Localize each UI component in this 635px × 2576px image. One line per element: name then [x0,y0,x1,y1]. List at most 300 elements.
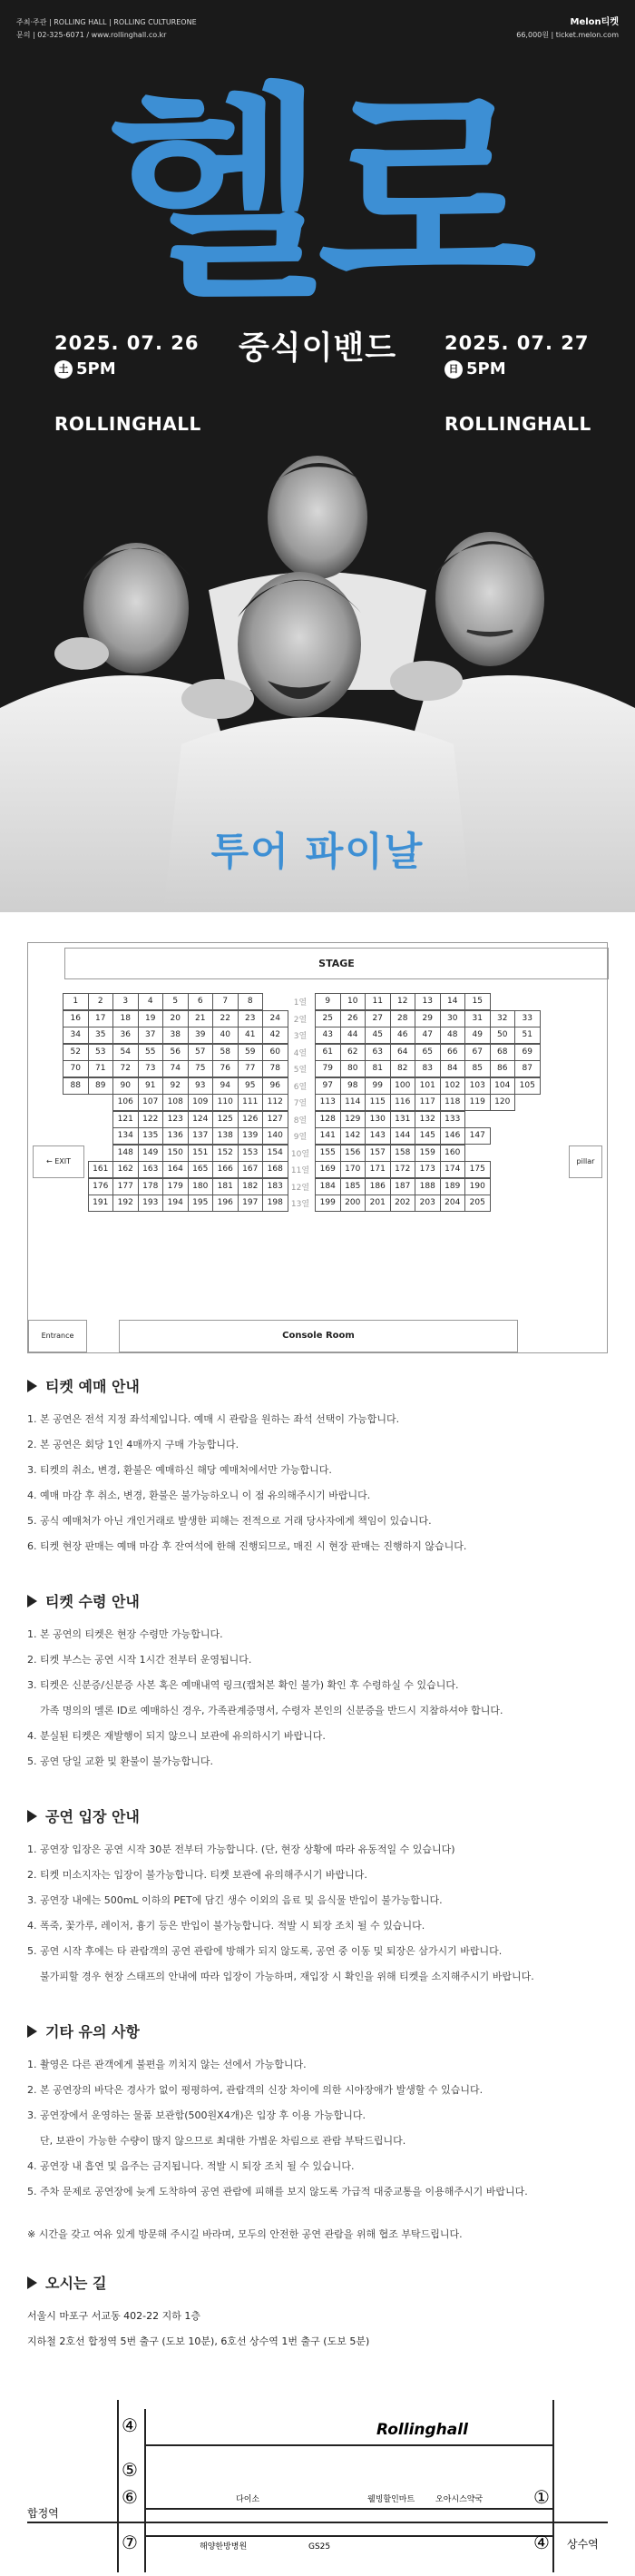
map-hapjeong: 합정역 [27,2507,59,2520]
seat: 24 [262,1010,288,1027]
seat: 178 [138,1178,164,1195]
list-item: 단, 보관이 가능한 수량이 많지 않으므로 최대한 가볍운 차림으로 관람 부탁드립니다. [40,2135,406,2147]
seat: 31 [464,1010,491,1027]
contact-line: 문의 | 02-325-6071 / www.rollinghall.co.kr [16,31,167,39]
seat: 132 [415,1111,441,1128]
seat: 171 [365,1161,391,1178]
seat: 39 [188,1027,214,1044]
seat: 42 [262,1027,288,1044]
seat: 9 [315,993,341,1010]
seat: 172 [390,1161,416,1178]
seat: 66 [440,1044,466,1061]
seat: 156 [340,1145,366,1162]
seat: 194 [162,1195,189,1212]
seat: 173 [415,1161,441,1178]
seat: 60 [262,1044,288,1061]
tour-final-subtitle: 투어 파이날 [210,830,425,875]
seat: 118 [440,1094,466,1111]
row-label: 4열 [293,1048,308,1058]
seat: 196 [212,1195,239,1212]
seat: 121 [112,1111,139,1128]
seat: 170 [340,1161,366,1178]
seat: 117 [415,1094,441,1111]
seat: 180 [188,1178,214,1195]
list-item: 3. 공연장 내에는 500mL 이하의 PET에 담긴 생수 이외의 음료 및 음식물 반입이 불가능합니다. [27,1894,443,1906]
map-sangsu: 상수역 [567,2538,599,2551]
seat: 200 [340,1195,366,1212]
pickup-title: 티켓 수령 안내 [45,1593,140,1610]
seat: 12 [390,993,416,1010]
seat: 45 [365,1027,391,1044]
seat: 23 [238,1010,264,1027]
seat: 111 [238,1094,264,1111]
row-label: 10열 [290,1149,310,1159]
seat: 33 [514,1010,541,1027]
seat: 14 [440,993,466,1010]
seat: 21 [188,1010,214,1027]
seat: 113 [315,1094,341,1111]
seat-row-right [315,1145,464,1162]
seat: 38 [162,1027,189,1044]
seat: 136 [162,1127,189,1145]
seat: 135 [138,1127,164,1145]
seat: 148 [112,1145,139,1162]
seat: 187 [390,1178,416,1195]
seat: 7 [212,993,239,1010]
seat: 80 [340,1060,366,1077]
seat: 186 [365,1178,391,1195]
seat: 67 [464,1044,491,1061]
seat: 78 [262,1060,288,1077]
ticket-info: 66,000원 | ticket.melon.com [516,31,619,39]
entry-heading [27,1805,608,1826]
seat-row-right [315,1161,490,1178]
seat: 56 [162,1044,189,1061]
seat: 130 [365,1111,391,1128]
seat: 29 [415,1010,441,1027]
seat: 90 [112,1077,139,1095]
list-item: 2. 티켓 미소지자는 입장이 불가능합니다. 티켓 보관에 유의해주시기 바랍니다. [27,1869,367,1881]
seat: 101 [415,1077,441,1095]
stage: STAGE [64,948,609,979]
seat: 15 [464,993,491,1010]
poster-credits [16,16,197,42]
seat: 150 [162,1145,189,1162]
list-item: 4. 폭죽, 꽃가루, 레이저, 흉기 등은 반입이 불가능합니다. 적발 시 퇴장 조치 될 수 있습니다. [27,1920,425,1932]
seat: 167 [238,1161,264,1178]
seat: 58 [212,1044,239,1061]
seat: 84 [440,1060,466,1077]
seat: 147 [464,1127,491,1145]
row-label: 5열 [293,1066,308,1075]
seat: 126 [238,1111,264,1128]
seat-row-left [63,1077,288,1095]
row-label: 7열 [293,1099,308,1108]
map-gs25: GS25 [308,2542,331,2551]
list-item: 1. 본 공연은 전석 지정 좌석제입니다. 예매 시 관람을 원하는 좌석 선택이 가능합니다. [27,1413,400,1425]
seat: 125 [212,1111,239,1128]
seat: 97 [315,1077,341,1095]
row-label: 9열 [293,1133,308,1142]
seat: 50 [490,1027,516,1044]
triangle-icon [27,2276,37,2289]
row-label: 13열 [290,1200,310,1209]
seat: 53 [88,1044,114,1061]
seat: 91 [138,1077,164,1095]
seat-map [27,942,608,1353]
date-1: 2025. 07. 26 [54,332,200,354]
seat: 26 [340,1010,366,1027]
seat: 112 [262,1094,288,1111]
seat: 20 [162,1010,189,1027]
seat: 108 [162,1094,189,1111]
seat: 68 [490,1044,516,1061]
seat: 199 [315,1195,341,1212]
exit-1: ① [533,2486,550,2508]
seat: 65 [415,1044,441,1061]
triangle-icon [27,1810,37,1823]
seat: 85 [464,1060,491,1077]
seat: 162 [112,1161,139,1178]
seat: 134 [112,1127,139,1145]
triangle-icon [27,1380,37,1392]
seat: 119 [464,1094,491,1111]
list-item: 5. 공연 당일 교환 및 환불이 불가능합니다. [27,1755,213,1767]
seat: 73 [138,1060,164,1077]
entry-section [27,1805,608,1990]
map-wellbeing: 웰빙할인마트 [367,2495,415,2504]
poster [0,0,635,912]
seat: 195 [188,1195,214,1212]
seat: 93 [188,1077,214,1095]
list-item: 가족 명의의 멜론 ID로 예매하신 경우, 가족관계증명서, 수령자 본인의 신분증을 반드시 지참하셔야 합니다. [40,1705,503,1716]
directions-title: 오시는 길 [45,2275,107,2292]
seat: 18 [112,1010,139,1027]
list-item: 4. 공연장 내 흡연 및 음주는 금지됩니다. 적발 시 퇴장 조치 될 수 있습니다. [27,2160,355,2172]
seat: 184 [315,1178,341,1195]
directions-heading [27,2272,608,2293]
seat: 71 [88,1060,114,1077]
list-item: 불가피할 경우 현장 스태프의 안내에 따라 입장이 가능하며, 재입장 시 확인을 위해 티켓을 소지해주시기 바랍니다. [40,1971,534,1982]
row-label: 11열 [290,1166,310,1175]
seat: 107 [138,1094,164,1111]
seat: 183 [262,1178,288,1195]
seat: 44 [340,1027,366,1044]
seat: 46 [390,1027,416,1044]
seat: 103 [464,1077,491,1095]
list-item: 3. 티켓은 신분증/신분증 사본 혹은 예매내역 링크(캡처본 확인 불가) 확인 후 수령하실 수 있습니다. [27,1679,459,1691]
exit-label: ← EXIT [33,1145,84,1178]
list-item: 3. 티켓의 취소, 변경, 환불은 예매하신 해당 예매처에서만 가능합니다. [27,1464,332,1476]
seat: 143 [365,1127,391,1145]
seat: 157 [365,1145,391,1162]
seat: 197 [238,1195,264,1212]
seat: 152 [212,1145,239,1162]
seat: 57 [188,1044,214,1061]
seat: 123 [162,1111,189,1128]
seat: 75 [188,1060,214,1077]
ticketing-heading [27,1375,608,1396]
list-item: 5. 주차 문제로 공연장에 늦게 도착하여 공연 관람에 피해를 보지 않도록 가급적 대중교통을 이용해주시기 바랍니다. [27,2186,528,2197]
seat: 116 [390,1094,416,1111]
seat: 27 [365,1010,391,1027]
seat: 69 [514,1044,541,1061]
seat: 37 [138,1027,164,1044]
seat: 105 [514,1077,541,1095]
seat: 5 [162,993,189,1010]
seat-row-right [315,1077,540,1095]
venue-2: ROLLINGHALL [444,413,591,435]
seat: 88 [63,1077,89,1095]
seat-row-left [63,993,262,1010]
seat: 40 [212,1027,239,1044]
seat: 110 [212,1094,239,1111]
seat: 1 [63,993,89,1010]
day-badge-1: 土 [54,360,73,379]
seat: 34 [63,1027,89,1044]
seat: 185 [340,1178,366,1195]
seat-row-left [63,1060,288,1077]
ticket-credits [516,16,619,42]
seat: 54 [112,1044,139,1061]
seat: 99 [365,1077,391,1095]
seat: 89 [88,1077,114,1095]
seat: 10 [340,993,366,1010]
seat: 96 [262,1077,288,1095]
seat: 32 [490,1010,516,1027]
seat: 63 [365,1044,391,1061]
exit-4-right: ④ [533,2532,550,2553]
seat: 139 [238,1127,264,1145]
seat-row-left [88,1161,288,1178]
poster-title: 헬로 [107,64,528,329]
seat: 141 [315,1127,341,1145]
seat: 165 [188,1161,214,1178]
seat: 202 [390,1195,416,1212]
seat: 201 [365,1195,391,1212]
seat: 17 [88,1010,114,1027]
map-venue: Rollinghall [376,2421,468,2439]
seat: 100 [390,1077,416,1095]
seat: 6 [188,993,214,1010]
address: 서울시 마포구 서교동 402-22 지하 1층 [27,2310,200,2322]
seat: 159 [415,1145,441,1162]
exit-4-top: ④ [122,2414,138,2436]
date-2: 2025. 07. 27 [444,332,590,354]
seat-row-left [112,1111,288,1128]
map-oasis: 오아시스약국 [435,2495,484,2504]
seat: 142 [340,1127,366,1145]
seat: 158 [390,1145,416,1162]
seat: 47 [415,1027,441,1044]
seat: 8 [238,993,264,1010]
seat: 87 [514,1060,541,1077]
seat-row-left [112,1094,288,1111]
pickup-heading [27,1590,608,1611]
row-label: 1열 [293,998,308,1008]
seat: 155 [315,1145,341,1162]
band-name: 중식이밴드 [238,330,397,367]
seat-row-right [315,1060,540,1077]
list-item: 1. 본 공연의 티켓은 현장 수령만 가능합니다. [27,1628,223,1640]
seat: 131 [390,1111,416,1128]
row-label: 12열 [290,1183,310,1193]
etc-heading [27,2020,608,2041]
seat-row-right [315,1044,540,1061]
seat: 59 [238,1044,264,1061]
seat: 133 [440,1111,466,1128]
exit-7: ⑦ [122,2532,138,2553]
list-item: 3. 공연장에서 운영하는 물품 보관함(500원X4개)은 입장 후 이용 가능합니다. [27,2109,366,2121]
seat-row-right [315,1094,514,1111]
seat: 146 [440,1127,466,1145]
seat: 166 [212,1161,239,1178]
seat: 28 [390,1010,416,1027]
seat: 106 [112,1094,139,1111]
seat: 98 [340,1077,366,1095]
pickup-section [27,1590,608,1775]
seat: 43 [315,1027,341,1044]
seat: 145 [415,1127,441,1145]
list-item: 5. 공연 시작 후에는 타 관람객의 공연 관람에 방해가 되지 않도록, 공연 중 이동 및 퇴장은 삼가시기 바랍니다. [27,1945,503,1957]
seat: 144 [390,1127,416,1145]
seat: 127 [262,1111,288,1128]
row-label: 6열 [293,1082,308,1092]
time-2: 5PM [466,359,506,379]
seat-row-right [315,993,490,1010]
triangle-icon [27,2025,37,2038]
seat: 62 [340,1044,366,1061]
seat: 70 [63,1060,89,1077]
seat: 176 [88,1178,114,1195]
seat: 190 [464,1178,491,1195]
time-1: 5PM [76,359,116,379]
seat: 109 [188,1094,214,1111]
seat: 74 [162,1060,189,1077]
list-item: 1. 촬영은 다른 관객에게 불편을 끼치지 않는 선에서 가능합니다. [27,2059,307,2070]
seat: 64 [390,1044,416,1061]
seat: 192 [112,1195,139,1212]
row-label: 3열 [293,1032,308,1041]
seat: 182 [238,1178,264,1195]
seat: 79 [315,1060,341,1077]
seat: 92 [162,1077,189,1095]
seat: 86 [490,1060,516,1077]
footnote: ※ 시간을 갖고 여유 있게 방문해 주시길 바라며, 모두의 안전한 공연 관람을 위해 협조 부탁드립니다. [27,2228,463,2240]
entrance-label: Entrance [28,1320,87,1352]
seat: 83 [415,1060,441,1077]
exit-6: ⑥ [122,2486,138,2508]
list-item: 4. 분실된 티켓은 재발행이 되지 않으니 보관에 유의하시기 바랍니다. [27,1730,326,1742]
seat: 198 [262,1195,288,1212]
seat: 163 [138,1161,164,1178]
host-line: 주최·주관 | ROLLING HALL | ROLLING CULTUREONE [16,18,197,26]
seat: 76 [212,1060,239,1077]
seat: 81 [365,1060,391,1077]
seat: 120 [490,1094,516,1111]
location-map [27,2382,608,2572]
map-daiso: 다이소 [236,2495,260,2504]
venue-1: ROLLINGHALL [54,413,201,435]
seat: 174 [440,1161,466,1178]
seat: 203 [415,1195,441,1212]
seat: 16 [63,1010,89,1027]
day-badge-2: 日 [444,360,463,379]
seat: 22 [212,1010,239,1027]
seat-row-left [63,1027,288,1044]
date-block-2 [444,332,591,435]
seat: 19 [138,1010,164,1027]
seat: 41 [238,1027,264,1044]
seat: 52 [63,1044,89,1061]
seat: 154 [262,1145,288,1162]
seat: 128 [315,1111,341,1128]
seat-row-left [112,1127,288,1145]
row-label: 2열 [293,1015,308,1025]
seat: 102 [440,1077,466,1095]
list-item: 1. 공연장 입장은 공연 시작 30분 전부터 가능합니다. (단, 현장 상황에 따라 유동적일 수 있습니다) [27,1844,455,1855]
seat: 140 [262,1127,288,1145]
directions-section [27,2272,608,2355]
list-item: 2. 티켓 부스는 공연 시작 1시간 전부터 운영됩니다. [27,1654,252,1666]
seat: 177 [112,1178,139,1195]
seat: 94 [212,1077,239,1095]
seat-row-left [112,1145,288,1162]
list-item: 5. 공식 예매처가 아닌 개인거래로 발생한 피해는 전적으로 거래 당사자에게 책임이 있습니다. [27,1515,432,1527]
seat: 104 [490,1077,516,1095]
seat: 25 [315,1010,341,1027]
transit-info: 지하철 2호선 합정역 5번 출구 (도보 10분), 6호선 상수역 1번 출구 (도보 5분) [27,2335,370,2347]
seat: 181 [212,1178,239,1195]
seat: 95 [238,1077,264,1095]
list-item: 6. 티켓 현장 판매는 예매 마감 후 잔여석에 한해 진행되므로, 매진 시 현장 판매는 진행하지 않습니다. [27,1540,467,1552]
seat-row-right [315,1195,490,1212]
exit-5: ⑤ [122,2459,138,2481]
seat: 61 [315,1044,341,1061]
seat: 36 [112,1027,139,1044]
seat: 153 [238,1145,264,1162]
seat-row-right [315,1111,464,1128]
seat: 161 [88,1161,114,1178]
seat-row-right [315,1178,490,1195]
seat: 138 [212,1127,239,1145]
etc-title: 기타 유의 사항 [45,2023,140,2040]
seat: 51 [514,1027,541,1044]
seat: 168 [262,1161,288,1178]
seat: 164 [162,1161,189,1178]
seat: 160 [440,1145,466,1162]
ticket-vendor: Melon티켓 [570,17,619,27]
seat: 13 [415,993,441,1010]
seat: 3 [112,993,139,1010]
list-item: 2. 본 공연은 회당 1인 4매까지 구매 가능합니다. [27,1439,239,1450]
seat-row-left [63,1044,288,1061]
seat: 30 [440,1010,466,1027]
map-svg [27,2382,608,2572]
seat: 124 [188,1111,214,1128]
seat: 205 [464,1195,491,1212]
seat: 55 [138,1044,164,1061]
list-item: 4. 예매 마감 후 취소, 변경, 환불은 불가능하오니 이 점 유의해주시기 바랍니다. [27,1490,371,1501]
row-label: 8열 [293,1116,308,1126]
seat-row-left [88,1195,288,1212]
seat: 204 [440,1195,466,1212]
entry-title: 공연 입장 안내 [45,1808,140,1825]
list-item: 2. 본 공연장의 바닥은 경사가 없이 평평하여, 관람객의 신장 차이에 의한 시야장애가 발생할 수 있습니다. [27,2084,484,2096]
seat: 137 [188,1127,214,1145]
seat: 149 [138,1145,164,1162]
seat: 49 [464,1027,491,1044]
